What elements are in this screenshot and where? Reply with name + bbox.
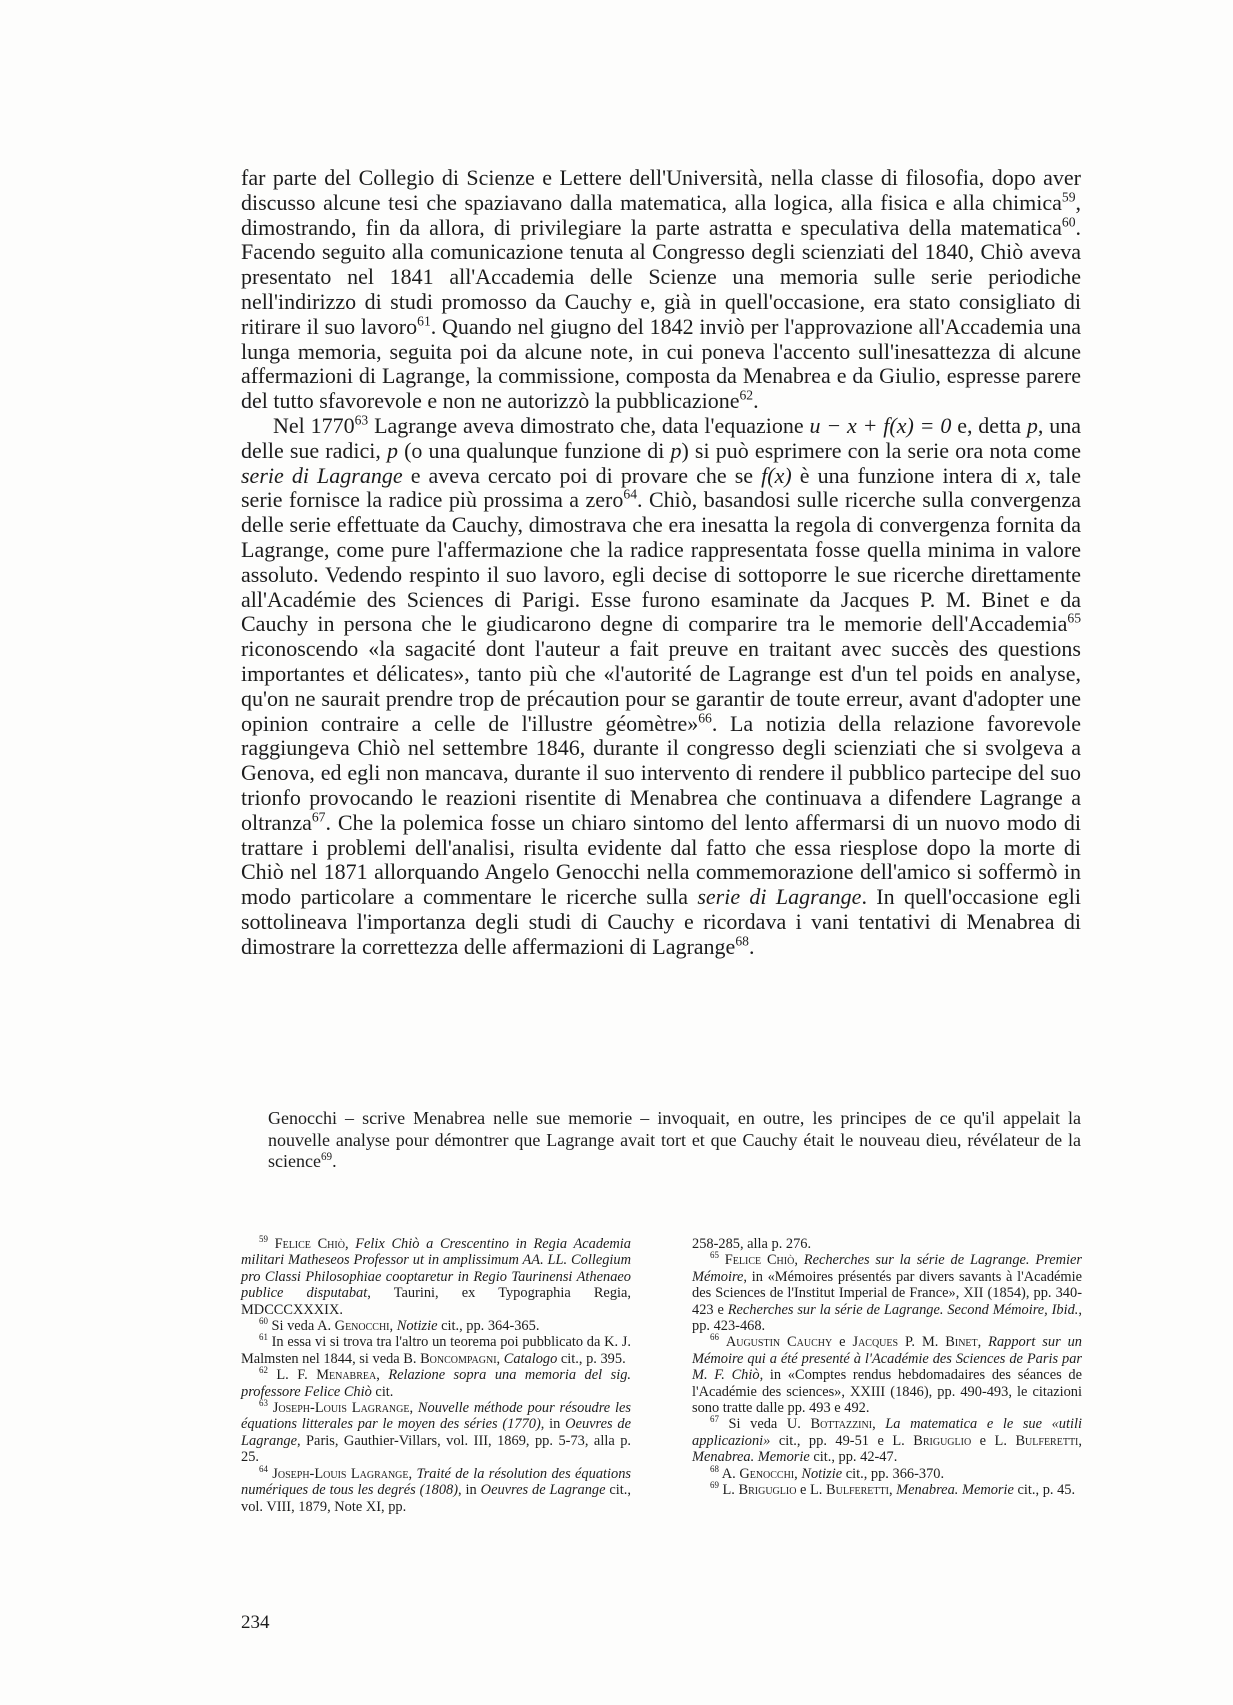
footnote-ref[interactable]: 66 xyxy=(698,710,712,726)
footnote-number: 60 xyxy=(259,1316,268,1327)
footnote-number: 69 xyxy=(710,1480,719,1491)
footnote-ref[interactable]: 60 xyxy=(1061,214,1076,230)
paragraph-2 xyxy=(241,414,1081,960)
work-title: Menabrea. Memorie xyxy=(896,1482,1014,1499)
footnote-59: $^{59}$ Felice Chiò, Felix Chiò a Crescentino in Regia Academia militari Matheseos Professor ut in amplissimum AA. LL. Collegium pro Classi Philosophiae cooptaretur in Regio Taurinensi Athenaeo publice disputabat, Taurini, ex Typographia Regia, MDCCCXXXIX. xyxy=(241,1234,631,1318)
text-run: e, detta xyxy=(951,412,1027,438)
author-name: Binet xyxy=(945,1334,978,1351)
text-run: , dimostrando, fin da allora, di privilegiare la parte astratta e speculativa della matematica xyxy=(241,189,1081,240)
footnote-number: 59 xyxy=(259,1234,268,1245)
text-run: e aveva cercato poi di provare che se xyxy=(402,462,762,488)
footnote-ref[interactable]: 67 xyxy=(311,809,326,825)
text-run: . xyxy=(748,933,755,959)
author-name: Bulferetti xyxy=(826,1482,889,1499)
footnote-number: 67 xyxy=(710,1414,719,1425)
footnote-60: $^{60}$ Si veda A. Genocchi, Notizie cit., pp. 364-365. xyxy=(259,1316,540,1335)
footnote-61: $^{61}$ In essa vi si trova tra l'altro un teorema poi pubblicato da K. J. Malmsten nel 1844, si veda B. Boncompagni, Catalogo cit., p. 395. xyxy=(241,1332,631,1367)
author-name: Bottazzini xyxy=(810,1416,873,1433)
author-name: Joseph-Louis Lagrange xyxy=(272,1465,409,1482)
footnote-number: 63 xyxy=(259,1398,268,1409)
footnote-66: $^{66}$ Augustin Cauchy e Jacques P. M. Binet, Rapport sur un Mémoire qui a été presenté à l'Académie des Sciences de Paris par M. F. Chiò, in «Comptes rendus hebdomadaires des séances de l'Académie des sciences», XXIII (1846), pp. 490-493, le citazioni sono tratte dalle pp. 493 e 492. xyxy=(692,1332,1082,1417)
text-run: Genocchi – scrive Menabrea nelle sue memorie – invoquait, en outre, les principes de ce qu'il appelait la nouvelle analyse pour démontrer que Lagrange avait tort et que Cauchy était le nouveau dieu, révélateur de la science xyxy=(268,1108,1081,1171)
math-var: p xyxy=(670,437,682,463)
footnote-number: 62 xyxy=(259,1365,268,1376)
author-name: Boncompagni xyxy=(420,1350,497,1367)
footnote-ref[interactable]: 69 xyxy=(320,1151,333,1163)
author-name: Jacques xyxy=(852,1334,899,1351)
footnote-ref[interactable]: 68 xyxy=(735,933,749,949)
footnote-68: $^{68}$ A. Genocchi, Notizie cit., pp. 366-370. xyxy=(710,1463,945,1482)
work-title: Rapport sur un Mémoire qui a été presenté à l'Académie des Sciences de Paris par M. F. Chiò xyxy=(692,1334,1082,1384)
text-run: . La notizia della relazione favorevole raggiungeva Chiò nel settembre 1846, durante il congresso degli scienziati che si svolgeva a Genova, ed egli non mancava, durante il suo intervento di rendere il pubblico partecipe del suo trionfo provocando le reazioni risentite di Menabrea che continuava a difendere Lagrange a oltranza xyxy=(241,710,1081,835)
footnote-ref[interactable]: 59 xyxy=(1061,189,1076,205)
author-name: Menabrea xyxy=(316,1367,377,1384)
text-run: . Che la polemica fosse un chiaro sintomo del lento affermarsi di un nuovo modo di trattare i problemi dell'analisi, risulta evidente dal fatto che essa riesplose dopo la morte di Chiò nel 1871 allorquando Angelo Genocchi nella commemorazione dell'amico si soffermò in modo particolare a commentare le ricerche sulla xyxy=(241,809,1081,910)
footnote-ref[interactable]: 64 xyxy=(623,487,638,503)
text-run: far parte del Collegio di Scienze e Lettere dell'Università, nella classe di filosofia, dopo aver discusso alcune tesi che spaziavano dalla matematica, alla logica, alla fisica e alla chimica xyxy=(241,165,1081,215)
footnote-ref[interactable]: 65 xyxy=(1067,611,1081,627)
work-title: Catalogo xyxy=(503,1350,558,1367)
work-title: Oeuvres de Lagrange xyxy=(480,1482,606,1499)
text-run: riconoscendo «la sagacité dont l'auteur a fait preuve en traitant avec succès des questions importantes et délicates», tanto più che «l'autorité de Lagrange est d'un tel poids en analyse, qu'on ne saurait prendre trop de précaution pour se garantir de toute erreur, avant d'adopter une opinion contraire a celle de l'illustre géomètre» xyxy=(241,636,1081,736)
work-title: Recherches sur la série de Lagrange. Second Mémoire, Ibid. xyxy=(727,1301,1079,1318)
quote-text xyxy=(268,1108,1081,1173)
author-name: Felice Chiò xyxy=(274,1236,345,1252)
work-title: Menabrea. Memorie xyxy=(692,1449,810,1466)
work-title: Recherches sur la série de Lagrange. Premier Mémoire xyxy=(692,1252,1082,1285)
text-run: . Chiò, basandosi sulle ricerche sulla convergenza delle serie effettuate da Cauchy, dimostrava che era inesatta la regola di convergenza fornita da Lagrange, come pure l'affermazione che la radice rappresentata fosse quella minima in valore assoluto. Vedendo respinto il suo lavoro, egli decise di sottoporre le sue ricerche direttamente all'Académie des Sciences di Parigi. Esse furono esaminate da Jacques P. M. Binet e da Cauchy in persona che le giudicarono degne di comparire tra le memorie dell'Accademia xyxy=(241,487,1081,637)
footnote-69: $^{69}$ L. Briguglio e L. Bulferetti, Menabrea. Memorie cit., p. 45. xyxy=(710,1480,1076,1499)
equation: u − x + f(x) = 0 xyxy=(809,412,952,438)
author-name: Briguglio xyxy=(738,1482,797,1499)
main-text xyxy=(241,166,1081,960)
footnote-64: $^{64}$ Joseph-Louis Lagrange, Traité de la résolution des équations numériques de tous les degrés (1808), in Oeuvres de Lagrange cit., vol. VIII, 1879, Note XI, pp. xyxy=(241,1463,631,1515)
footnote-number: 66 xyxy=(710,1332,719,1343)
text-run: Lagrange aveva dimostrato che, data l'equazione xyxy=(368,412,810,438)
math-var: p xyxy=(387,437,398,463)
work-title: Nouvelle méthode pour résoudre les équations litterales par le moyen des séries (1770) xyxy=(241,1400,631,1433)
footnote-62: $^{62}$ L. F. Menabrea, Relazione sopra una memoria del sig. professore Felice Chiò cit. xyxy=(241,1365,631,1400)
author-name: Felice Chiò xyxy=(724,1252,795,1269)
footnote-number: 68 xyxy=(710,1463,719,1474)
footnote-number: 61 xyxy=(259,1332,268,1343)
work-title: Notizie xyxy=(801,1465,843,1482)
work-title: La matematica e le sue «utili applicazioni» xyxy=(692,1416,1082,1449)
text-run: , una delle sue radici, xyxy=(241,412,1082,463)
author-name: Bulferetti xyxy=(1015,1432,1079,1449)
footnotes-left-column xyxy=(241,1236,631,1515)
text-run: (o una qualunque funzione di xyxy=(398,437,671,463)
work-title: Traité de la résolution des équations numériques de tous les degrés (1808) xyxy=(241,1465,631,1499)
footnote-ref[interactable]: 61 xyxy=(417,313,431,329)
work-title: Notizie xyxy=(396,1318,438,1335)
text-run: è una funzione intera di xyxy=(791,462,1026,488)
footnote-65: $^{65}$ Felice Chiò, Recherches sur la série de Lagrange. Premier Mémoire, in «Mémoires présentés par divers savants à l'Académie des Sciences de l'Institut Imperial de France», XII (1854), pp. 340-423 e Recherches sur la série de Lagrange. Second Mémoire, Ibid., pp. 423-468. xyxy=(692,1250,1082,1335)
math-var: x xyxy=(1025,462,1036,488)
text-run: Nel 1770 xyxy=(273,412,355,438)
text-run: . xyxy=(332,1151,337,1171)
text-run: , tale serie fornisce la radice più prossima a zero xyxy=(241,462,1081,513)
author-name: Genocchi xyxy=(739,1465,795,1482)
math-var: f(x) xyxy=(761,462,792,488)
italic-term: serie di Lagrange xyxy=(241,462,403,488)
work-title: Relazione sopra una memoria del sig. professore Felice Chiò xyxy=(241,1367,631,1400)
text-run: . xyxy=(753,388,759,414)
text-run: . Quando nel giugno del 1842 inviò per l'approvazione all'Accademia una lunga memoria, seguita poi da alcune note, in cui poneva l'accento sull'inesattezza di alcune affermazioni di Lagrange, la commissione, composta da Menabrea e da Giulio, espresse parere del tutto sfavorevole e non ne autorizzò la pubblicazione xyxy=(241,313,1081,414)
work-title: Oeuvres de Lagrange xyxy=(241,1416,631,1449)
footnotes-right-column xyxy=(692,1236,1082,1499)
block-quote xyxy=(268,1108,1081,1173)
author-name: Briguglio xyxy=(913,1432,972,1449)
footnote-63: $^{63}$ Joseph-Louis Lagrange, Nouvelle méthode pour résoudre les équations litterales par le moyen des séries (1770), in Oeuvres de Lagrange, Paris, Gauthier-Villars, vol. III, 1869, pp. 5-73, alla p. 25. xyxy=(241,1398,631,1466)
author-name: Genocchi xyxy=(334,1318,390,1335)
text-run: ) si può esprimere con la serie ora nota come xyxy=(681,437,1081,463)
italic-term: serie di Lagrange xyxy=(697,884,862,910)
footnote-ref[interactable]: 62 xyxy=(739,387,754,403)
footnote-number: 64 xyxy=(259,1463,268,1474)
page-number: 234 xyxy=(241,1612,270,1633)
author-name: Joseph-Louis Lagrange xyxy=(272,1400,410,1417)
footnote-64-continued: 258-285, alla p. 276. xyxy=(692,1236,812,1252)
text-run: . Facendo seguito alla comunicazione tenuta al Congresso degli scienziati del 1840, Chiò aveva presentato nel 1841 all'Accademia delle Scienze una memoria sulle serie periodiche nell'indirizzo di studi promosso da Cauchy e, già in quell'occasione, era stato consigliato di ritirare il suo lavoro xyxy=(241,214,1081,339)
author-name: Augustin Cauchy xyxy=(725,1334,833,1351)
footnote-67: $^{67}$ Si veda U. Bottazzini, La matematica e le sue «utili applicazioni» cit., pp. 49-51 e L. Briguglio e L. Bulferetti, Menabrea. Memorie cit., pp. 42-47. xyxy=(692,1414,1082,1466)
work-title: Felix Chiò a Crescentino in Regia Academia militari Matheseos Professor ut in amplissimum AA. LL. Collegium pro Classi Philosophiae cooptaretur in Regio Taurinensi Athenaeo publice disputabat xyxy=(241,1236,631,1302)
math-var: p xyxy=(1026,412,1038,438)
footnote-ref[interactable]: 63 xyxy=(354,412,369,428)
text-run: . In quell'occasione egli sottolineava l'importanza degli studi di Cauchy e ricordava i vani tentativi di Menabrea di dimostrare la correttezza delle affermazioni di Lagrange xyxy=(241,884,1081,959)
paragraph-1 xyxy=(241,166,1081,414)
footnote-number: 65 xyxy=(710,1250,719,1261)
